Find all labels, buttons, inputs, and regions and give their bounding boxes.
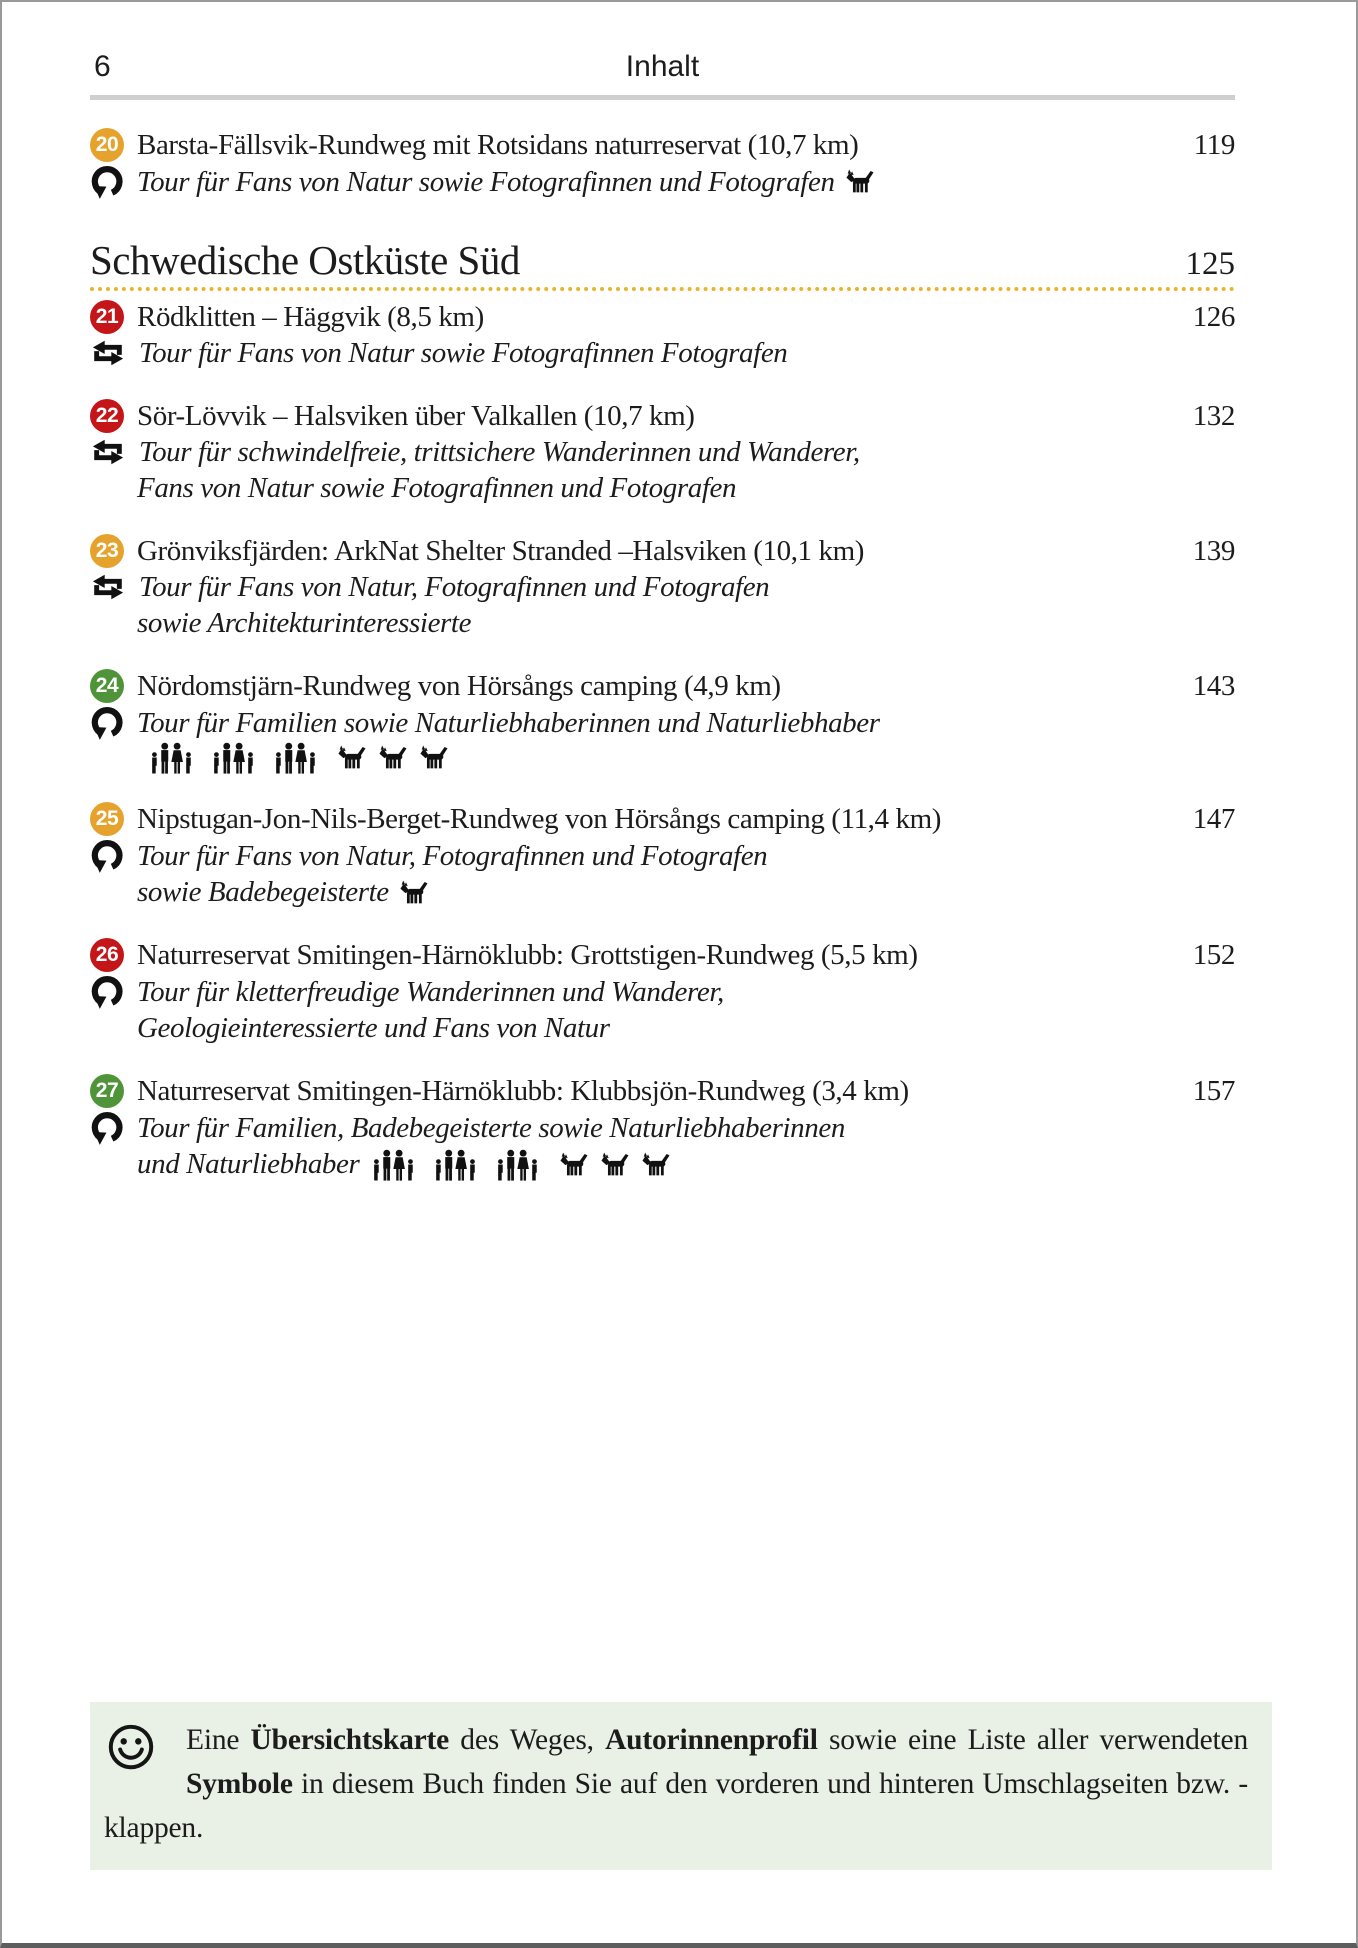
tour-title: Naturreservat Smitingen-Härnöklubb: Grottstigen-Rundweg (5,5 km) [137, 939, 918, 971]
tour-description: Tour für Familien, Badebegeisterte sowie Naturliebhaberinnen [137, 1111, 845, 1144]
tour-description: Tour für schwindelfreie, trittsichere Wanderinnen und Wanderer, [139, 436, 860, 468]
family-icon [431, 1148, 483, 1181]
out-and-back-route-icon [90, 435, 126, 469]
entry-desc-row [90, 470, 1235, 506]
loop-route-icon [90, 837, 124, 874]
entry-title-row [90, 533, 1235, 569]
tour-page-number: 119 [1193, 129, 1235, 161]
entry-desc-row [90, 605, 1235, 641]
tour-title: Barsta-Fällsvik-Rundweg mit Rotsidans naturreservat (10,7 km) [137, 129, 859, 161]
dog-icon [399, 880, 430, 905]
out-and-back-route-icon [90, 336, 126, 370]
tour-page-number: 139 [1192, 535, 1235, 567]
tour-title: Sör-Lövvik – Halsviken über Valkallen (10,7 km) [137, 400, 695, 432]
tour-number-badge: 22 [90, 399, 124, 433]
page-title: Inhalt [625, 50, 700, 83]
tour-page-number: 157 [1192, 1075, 1235, 1107]
entry-desc-row [90, 335, 1235, 371]
family-icon [493, 1148, 545, 1181]
entry-title-row [90, 937, 1235, 973]
toc-entry [90, 299, 1235, 371]
entry-title-row [90, 1073, 1235, 1109]
tour-title: Rödklitten – Häggvik (8,5 km) [137, 301, 484, 333]
dog-icon [378, 745, 409, 770]
entry-desc-row [90, 973, 1235, 1010]
entry-desc-row [90, 569, 1235, 605]
dog-icon [337, 745, 368, 770]
entry-desc-row [90, 434, 1235, 470]
tour-title: Grönviksfjärden: ArkNat Shelter Stranded –Halsviken (10,1 km) [137, 535, 865, 567]
tour-description: Tour für Fans von Natur sowie Fotografinnen und Fotografen [137, 164, 876, 200]
loop-route-icon [90, 1109, 124, 1146]
dog-icon [845, 169, 876, 194]
tour-number-badge: 20 [90, 128, 124, 162]
loop-route-icon [90, 163, 124, 200]
toc-entry [90, 398, 1235, 506]
section-title: Schwedische Ostküste Süd [90, 237, 520, 283]
entry-desc-row [90, 163, 1235, 200]
entry-title-row [90, 668, 1235, 704]
tour-page-number: 152 [1192, 939, 1235, 971]
dog-icon [600, 1152, 631, 1177]
tour-description: Tour für Familien sowie Naturliebhaberinnen und Naturliebhaber [137, 706, 880, 739]
tour-description: Tour für Fans von Natur, Fotografinnen und Fotografen [137, 839, 768, 872]
family-icon [209, 741, 261, 774]
entry-desc-row [90, 837, 1235, 874]
entry-desc-row [90, 874, 1235, 910]
entry-desc-row [90, 1010, 1235, 1046]
out-and-back-route-icon [90, 570, 126, 604]
entry-desc-row [90, 704, 1235, 741]
tour-description: sowie Architekturinteressierte [137, 607, 472, 639]
entry-title-row [90, 801, 1235, 837]
family-icon [147, 741, 199, 774]
loop-route-icon [90, 704, 124, 741]
dog-icon [419, 745, 450, 770]
section-page-number: 125 [1185, 246, 1235, 282]
tour-description [137, 741, 450, 774]
tour-number-badge: 27 [90, 1074, 124, 1108]
tour-title: Nipstugan-Jon-Nils-Berget-Rundweg von Hörsångs camping (11,4 km) [137, 803, 942, 835]
toc-entry [90, 801, 1235, 910]
tour-page-number: 132 [1192, 400, 1235, 432]
header-rule [90, 95, 1235, 100]
tour-number-badge: 26 [90, 938, 124, 972]
tour-page-number: 147 [1192, 803, 1235, 835]
smiley-icon [106, 1722, 156, 1772]
section-heading [90, 236, 1235, 291]
loop-route-icon [90, 973, 124, 1010]
entry-desc-row [90, 1109, 1235, 1146]
toc-entry [90, 127, 1235, 200]
tour-description: Tour für Fans von Natur, Fotografinnen und Fotografen [139, 571, 770, 603]
tour-number-badge: 25 [90, 802, 124, 836]
toc-entry [90, 1073, 1235, 1182]
folio-number: 6 [94, 50, 111, 83]
page-header [90, 50, 1235, 88]
entry-title-row [90, 127, 1235, 163]
family-icon [271, 741, 323, 774]
tour-number-badge: 21 [90, 300, 124, 334]
toc-entry [90, 533, 1235, 641]
entry-title-row [90, 299, 1235, 335]
note-text: Eine Übersichtskarte des Weges, Autorinnenprofil sowie eine Liste aller verwendeten Symbole in diesem Buch finden Sie auf den vorderen und hinteren Umschlagseiten bzw. -klappen. [104, 1724, 1248, 1844]
tour-description: Tour für kletterfreudige Wanderinnen und Wanderer, [137, 975, 724, 1008]
entry-title-row [90, 398, 1235, 434]
tour-description: Tour für Fans von Natur sowie Fotografinnen Fotografen [139, 337, 788, 369]
family-icon [369, 1148, 421, 1181]
tour-number-badge: 23 [90, 534, 124, 568]
entry-desc-row [90, 1146, 1235, 1182]
tour-title: Nördomstjärn-Rundweg von Hörsångs camping (4,9 km) [137, 670, 781, 702]
tour-title: Naturreservat Smitingen-Härnöklubb: Klubbsjön-Rundweg (3,4 km) [137, 1075, 909, 1107]
dog-icon [559, 1152, 590, 1177]
dog-icon [641, 1152, 672, 1177]
tour-number-badge: 24 [90, 669, 124, 703]
tour-description: Geologieinteressierte und Fans von Natur [137, 1012, 610, 1044]
page-content [90, 50, 1235, 1182]
tour-page-number: 143 [1192, 670, 1235, 702]
tour-page-number: 126 [1192, 301, 1235, 333]
note-box [90, 1702, 1272, 1870]
tour-description: sowie Badebegeisterte [137, 874, 430, 910]
toc-entry [90, 937, 1235, 1046]
entry-desc-row [90, 741, 1235, 774]
toc-entry [90, 668, 1235, 774]
toc-list [90, 127, 1235, 1182]
tour-description: Fans von Natur sowie Fotografinnen und Fotografen [137, 472, 737, 504]
tour-description: und Naturliebhaber [137, 1146, 672, 1182]
